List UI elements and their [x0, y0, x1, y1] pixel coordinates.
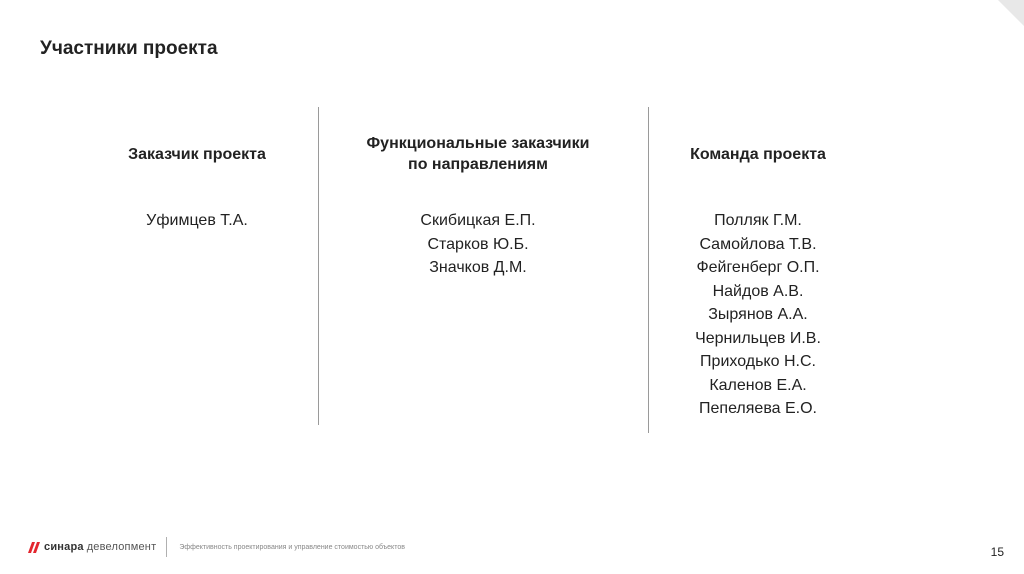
- list-item: Чернильцев И.В.: [695, 329, 821, 347]
- list-item: Старков Ю.Б.: [427, 235, 529, 253]
- column-header-project-team: Команда проекта: [690, 146, 826, 163]
- column-header-functional-customers: [318, 133, 638, 175]
- column-customer: [97, 0, 297, 574]
- column-functional-customers: [318, 0, 638, 574]
- member-list-project-team: [648, 209, 868, 421]
- footer-caption: Эффективность проектирования и управление стоимостью объектов: [179, 543, 405, 551]
- list-item: Фейгенберг О.П.: [696, 259, 820, 276]
- logo-word-1: синара: [44, 541, 84, 553]
- sinara-logo-icon: [28, 542, 40, 553]
- column-project-team: [648, 0, 868, 574]
- company-logo: [28, 541, 156, 553]
- page-title: Участники проекта: [40, 38, 218, 59]
- member-list-customer: [97, 209, 297, 233]
- list-item: Значков Д.М.: [429, 259, 527, 276]
- list-item: Зырянов А.А.: [708, 306, 808, 323]
- member-list-functional-customers: [318, 209, 638, 280]
- list-item: Найдов А.В.: [712, 282, 804, 300]
- column-header-customer: Заказчик проекта: [128, 146, 266, 163]
- list-item: Самойлова Т.В.: [699, 235, 817, 253]
- list-item: Уфимцев Т.А.: [146, 212, 248, 229]
- column-header-line: по направлениям: [408, 156, 548, 173]
- column-header-line: Функциональные заказчики: [366, 135, 590, 152]
- list-item: Полляк Г.М.: [714, 212, 802, 229]
- list-item: Пепеляева Е.О.: [699, 400, 817, 417]
- page-corner-curl: [998, 0, 1024, 26]
- footer-divider: [166, 537, 167, 557]
- page-number: 15: [990, 545, 1004, 559]
- footer: [28, 536, 405, 558]
- list-item: Приходько Н.С.: [700, 353, 816, 370]
- list-item: Каленов Е.А.: [709, 376, 807, 394]
- list-item: Скибицкая Е.П.: [420, 212, 536, 229]
- logo-word-2: девелопмент: [86, 541, 157, 553]
